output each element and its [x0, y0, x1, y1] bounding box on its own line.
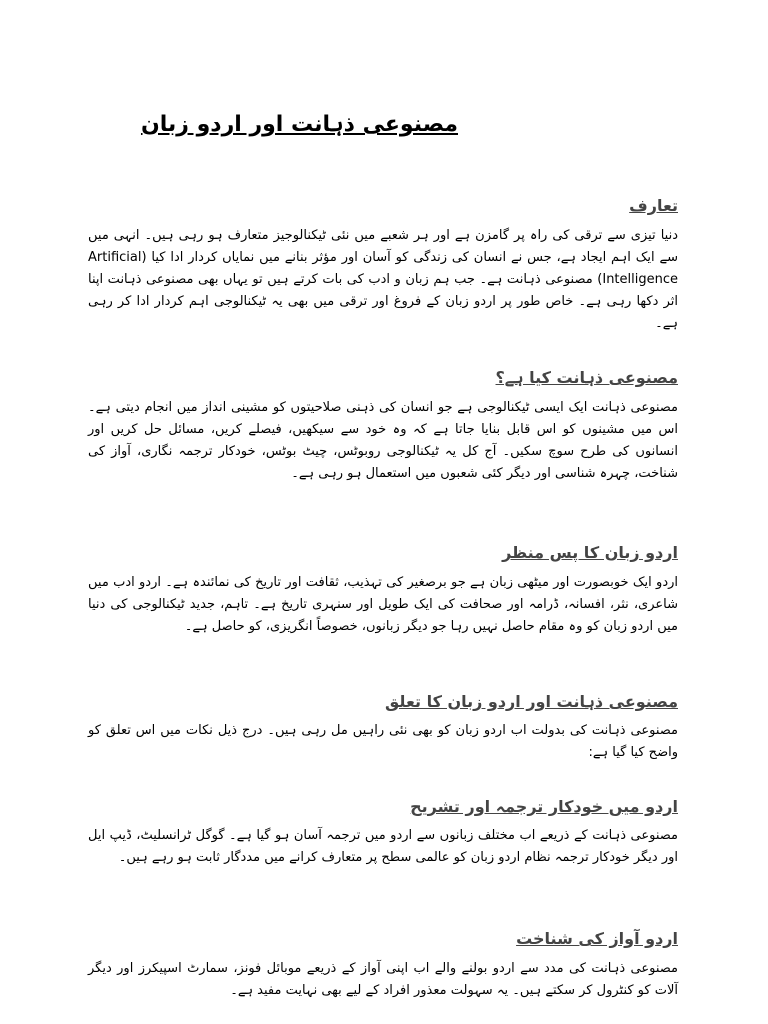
section-heading-speech-recognition: اردو آواز کی شناخت [516, 929, 678, 948]
section-heading-urdu-background: اردو زبان کا پس منظر [502, 543, 678, 562]
section-heading-introduction: تعارف [629, 196, 678, 215]
section-paragraph-machine-translation: مصنوعی ذہانت کے ذریعے اب مختلف زبانوں سے اردو میں ترجمہ آسان ہو گیا ہے۔ گوگل ٹرانسلیٹ، ڈیپ ایل اور دیگر خودکار ترجمہ نظام اردو زبان کو عالمی سطح پر متعارف کرانے میں مددگار ثابت ہو رہے ہیں۔ [88, 828, 678, 865]
section-heading-ai-urdu-relation: مصنوعی ذہانت اور اردو زبان کا تعلق [385, 692, 678, 711]
section-heading-what-is-ai: مصنوعی ذہانت کیا ہے؟ [495, 368, 678, 387]
section-paragraph-speech-recognition: مصنوعی ذہانت کی مدد سے اردو بولنے والے اب اپنی آواز کے ذریعے موبائل فونز، سمارٹ اسپیکرز اور دیگر آلات کو کنٹرول کر سکتے ہیں۔ یہ سہولت معذور افراد کے لیے بھی نہایت مفید ہے۔ [88, 961, 678, 998]
section-paragraph-introduction: دنیا تیزی سے ترقی کی راہ پر گامزن ہے اور ہر شعبے میں نئی ٹیکنالوجیز متعارف ہو رہی ہیں۔ انہی میں سے ایک اہم ایجاد ہے، جس نے انسان کی زندگی کو آسان اور مؤثر بنانے میں نمایاں کردار ادا کیا (Artificial Intelligence) مصنوعی ذہانت ہے۔ جب ہم زبان و ادب کی بات کرتے ہیں تو یہاں بھی مصنوعی ذہانت اپنا اثر دکھا رہی ہے۔ خاص طور پر اردو زبان کے فروغ اور ترقی میں بھی یہ ٹیکنالوجی اہم کردار ادا کر رہی ہے۔ [88, 228, 678, 331]
section-paragraph-what-is-ai: مصنوعی ذہانت ایک ایسی ٹیکنالوجی ہے جو انسان کی ذہنی صلاحیتوں کو مشینی انداز میں انجام دیتی ہے۔ اس میں مشینوں کو اس قابل بنایا جاتا ہے کہ وہ خود سے سیکھیں، فیصلے کریں، مسائل حل کریں اور انسانوں کی طرح سوچ سکیں۔ آج کل یہ ٹیکنالوجی روبوٹس، چیٹ بوٹس، خودکار ترجمہ نگاری، آواز کی شناخت، چہرہ شناسی اور دیگر کئی شعبوں میں استعمال ہو رہی ہے۔ [88, 400, 678, 481]
section-paragraph-ai-urdu-relation: مصنوعی ذہانت کی بدولت اب اردو زبان کو بھی نئی راہیں مل رہی ہیں۔ درج ذیل نکات میں اس تعلق کو واضح کیا گیا ہے: [88, 723, 678, 760]
document-title: مصنوعی ذہانت اور اردو زبان [140, 112, 458, 137]
section-heading-machine-translation: اردو میں خودکار ترجمہ اور تشریح [410, 797, 678, 816]
section-paragraph-urdu-background: اردو ایک خوبصورت اور میٹھی زبان ہے جو برصغیر کی تہذیب، ثقافت اور تاریخ کی نمائندہ ہے۔ اردو ادب میں شاعری، نثر، افسانہ، ڈرامہ اور صحافت کی ایک طویل اور سنہری تاریخ ہے۔ تاہم، جدید ٹیکنالوجی کی دنیا میں اردو زبان کو وہ مقام حاصل نہیں رہا جو دیگر زبانوں، خصوصاً انگریزی، کو حاصل ہے۔ [88, 575, 678, 634]
